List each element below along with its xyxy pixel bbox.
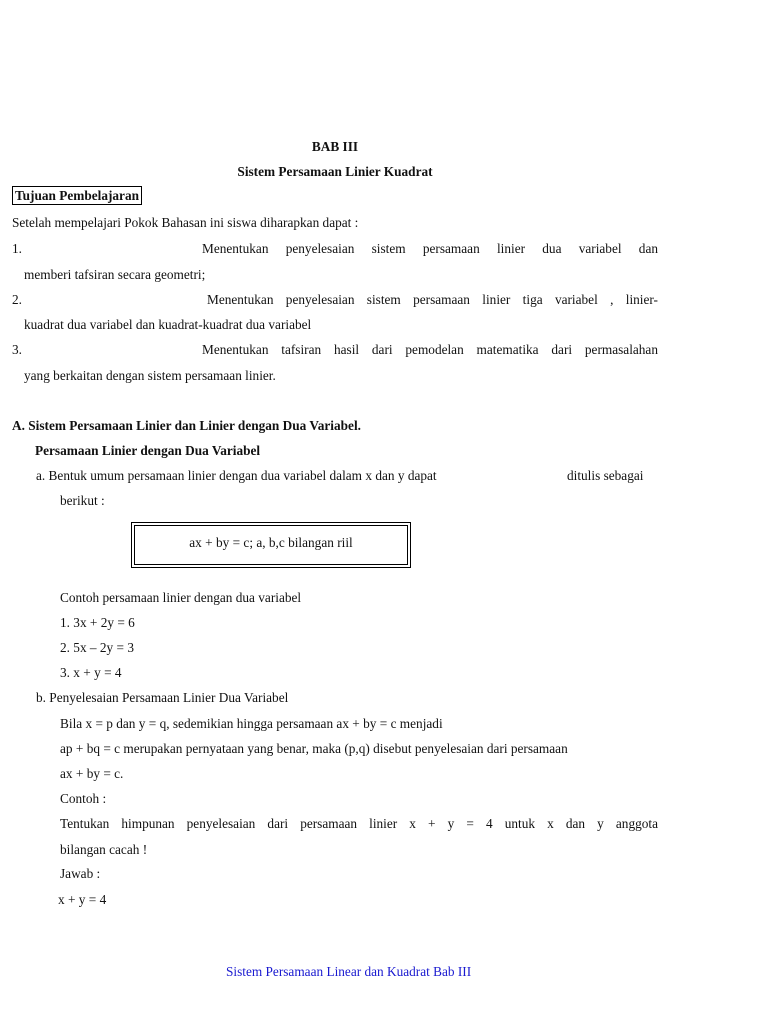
part-a-line1-end: ditulis sebagai <box>567 468 644 483</box>
page-footer: Sistem Persamaan Linear dan Kuadrat Bab III <box>226 964 472 979</box>
objective-number: 3. <box>12 342 22 357</box>
objective-text-cont: memberi tafsiran secara geometri; <box>24 267 206 282</box>
general-form-formula: ax + by = c; a, b,c bilangan riil <box>134 525 408 565</box>
objective-number: 1. <box>12 241 22 256</box>
contoh-label: Contoh : <box>60 791 107 806</box>
example-item: 2. 5x – 2y = 3 <box>60 640 134 655</box>
example-item: 1. 3x + 2y = 6 <box>60 615 135 630</box>
problem-text-cont: bilangan cacah ! <box>60 842 148 857</box>
answer-line: x + y = 4 <box>58 892 107 907</box>
part-b-line1: Bila x = p dan y = q, sedemikian hingga persamaan ax + by = c menjadi <box>60 716 443 731</box>
section-a-subtitle: Persamaan Linier dengan Dua Variabel <box>35 443 261 458</box>
objective-text-cont: kuadrat dua variabel dan kuadrat-kuadrat dua variabel <box>24 317 312 332</box>
chapter-label: BAB III <box>311 139 359 154</box>
chapter-title: Sistem Persamaan Linier Kuadrat <box>237 164 433 179</box>
section-a-title: A. Sistem Persamaan Linier dan Linier dengan Dua Variabel. <box>12 418 361 433</box>
formula-box <box>131 522 411 568</box>
objective-number: 2. <box>12 292 22 307</box>
objectives-heading: Tujuan Pembelajaran <box>12 188 142 204</box>
objective-text: Menentukan penyelesaian sistem persamaan linier dua variabel dan <box>202 241 658 256</box>
example-intro: Contoh persamaan linier dengan dua variabel <box>60 590 302 605</box>
part-b-title: b. Penyelesaian Persamaan Linier Dua Variabel <box>36 690 289 705</box>
problem-text: Tentukan himpunan penyelesaian dari persamaan linier x + y = 4 untuk x dan y anggota <box>60 816 658 831</box>
objective-text-cont: yang berkaitan dengan sistem persamaan linier. <box>24 368 276 383</box>
part-a-line1: a. Bentuk umum persamaan linier dengan dua variabel dalam x dan y dapat <box>36 468 437 483</box>
part-b-line3: ax + by = c. <box>60 766 124 781</box>
part-a-line2: berikut : <box>60 493 105 508</box>
jawab-label: Jawab : <box>60 866 101 881</box>
objective-text: Menentukan penyelesaian sistem persamaan linier tiga variabel , linier- <box>207 292 658 307</box>
example-item: 3. x + y = 4 <box>60 665 122 680</box>
objective-text: Menentukan tafsiran hasil dari pemodelan matematika dari permasalahan <box>202 342 658 357</box>
part-b-line2: ap + bq = c merupakan pernyataan yang benar, maka (p,q) disebut penyelesaian dari persamaan <box>60 741 568 756</box>
objectives-intro: Setelah mempelajari Pokok Bahasan ini siswa diharapkan dapat : <box>12 215 359 230</box>
